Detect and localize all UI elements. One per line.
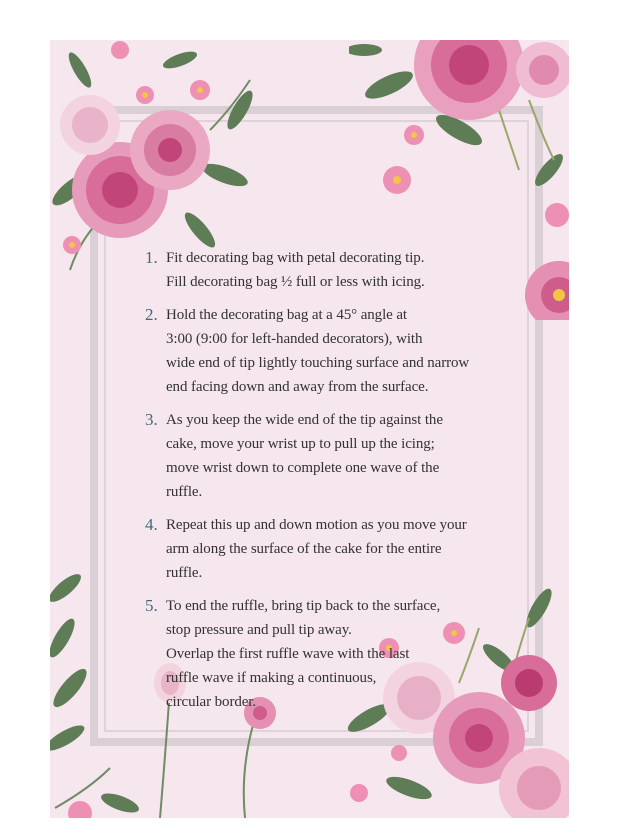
step-number: 3. bbox=[145, 410, 158, 429]
step-text bbox=[166, 246, 425, 294]
step-line: arm along the surface of the cake for the entire bbox=[166, 541, 442, 557]
step-line: stop pressure and pull tip away. bbox=[166, 622, 352, 638]
instruction-card bbox=[50, 40, 569, 818]
step-line: end facing down and away from the surface. bbox=[166, 379, 429, 395]
step-line: 3:00 (9:00 for left-handed decorators), with bbox=[166, 331, 423, 347]
step-3 bbox=[145, 408, 517, 504]
floral-top-left-icon bbox=[50, 40, 280, 280]
step-number: 2. bbox=[145, 305, 158, 324]
step-line: Overlap the first ruffle wave with the last bbox=[166, 646, 410, 662]
instructions-list bbox=[145, 246, 517, 723]
step-number: 5. bbox=[145, 596, 158, 615]
step-line: Hold the decorating bag at a 45° angle at bbox=[166, 307, 407, 323]
step-number: 1. bbox=[145, 248, 158, 267]
step-line: ruffle wave if making a continuous, bbox=[166, 670, 377, 686]
step-line: Fit decorating bag with petal decorating tip. bbox=[166, 250, 425, 266]
step-line: Repeat this up and down motion as you move your bbox=[166, 517, 467, 533]
step-line: wide end of tip lightly touching surface and narrow bbox=[166, 355, 470, 371]
step-1 bbox=[145, 246, 517, 294]
step-line: ruffle. bbox=[166, 484, 203, 500]
step-line: ruffle. bbox=[166, 565, 203, 581]
step-line: move wrist down to complete one wave of the bbox=[166, 460, 440, 476]
step-line: circular border. bbox=[166, 694, 257, 710]
step-text bbox=[166, 513, 467, 585]
step-text bbox=[166, 408, 443, 504]
step-line: As you keep the wide end of the tip against the bbox=[166, 412, 443, 428]
step-line: To end the ruffle, bring tip back to the surface, bbox=[166, 598, 441, 614]
step-5 bbox=[145, 594, 517, 714]
step-text bbox=[166, 594, 440, 714]
step-line: cake, move your wrist up to pull up the icing; bbox=[166, 436, 435, 452]
step-number: 4. bbox=[145, 515, 158, 534]
step-text bbox=[166, 303, 469, 399]
step-4 bbox=[145, 513, 517, 585]
step-2 bbox=[145, 303, 517, 399]
step-line: Fill decorating bag ½ full or less with icing. bbox=[166, 274, 425, 290]
